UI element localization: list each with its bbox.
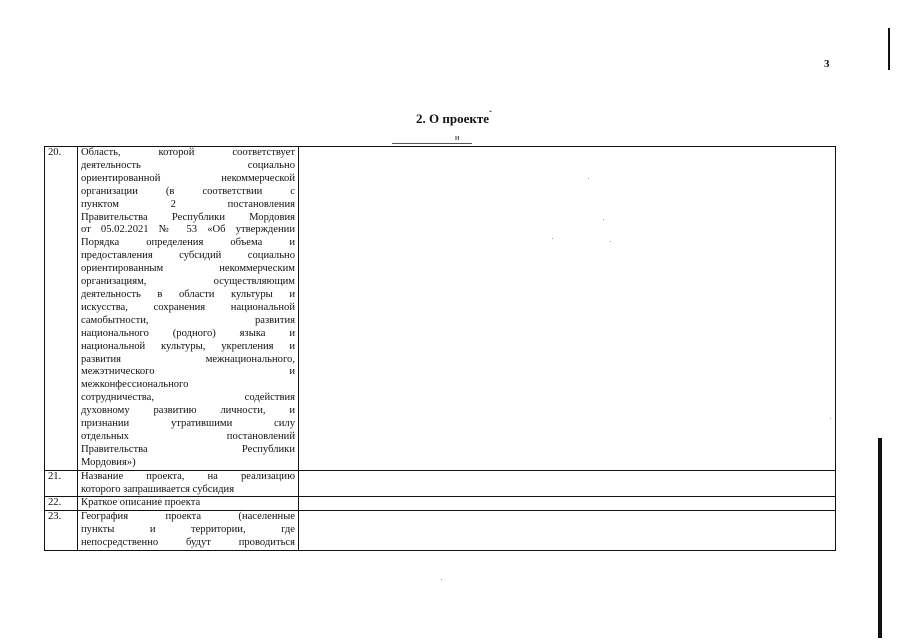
label-line: непосредственно будут проводиться <box>81 537 295 549</box>
scan-edge-mark-bottom <box>878 438 882 638</box>
row-value-field[interactable] <box>299 497 836 511</box>
scan-tick-mark: ˇ <box>489 109 492 119</box>
label-line: организациям, осуществляющим <box>81 276 295 288</box>
section-title: 2. О проекте <box>416 111 489 126</box>
label-line: деятельность социально <box>81 159 295 171</box>
scan-speck <box>552 238 553 239</box>
label-line: Порядка определения объема и <box>81 237 295 249</box>
label-line: признании утратившими силу <box>81 418 295 430</box>
label-line: организации (в соответствии с <box>81 185 295 197</box>
label-line: национальной культуры, укрепления и <box>81 340 295 352</box>
label-line: Краткое описание проекта <box>81 497 201 509</box>
table-row <box>45 497 836 511</box>
scan-speck <box>441 579 442 580</box>
row-label <box>78 147 299 471</box>
row-number: 21. <box>45 470 78 497</box>
table-row <box>45 147 836 471</box>
table-row <box>45 470 836 497</box>
label-line: Мордовия») <box>81 456 136 468</box>
row-value-field[interactable] <box>299 511 836 551</box>
project-form-table <box>44 146 836 551</box>
label-line: Правительства Республики Мордовия <box>81 211 295 223</box>
scan-speck <box>603 219 604 220</box>
label-line: развития межнационального, <box>81 353 295 365</box>
row-label <box>78 470 299 497</box>
row-label <box>78 511 299 551</box>
label-line: Область, которой соответствует <box>81 147 295 158</box>
label-line: искусства, сохранения национальной <box>81 301 295 313</box>
page-number: 3 <box>824 58 830 70</box>
row-number: 22. <box>45 497 78 511</box>
scan-line <box>392 143 472 144</box>
label-line: пункты и территории, где <box>81 524 295 536</box>
row-value-field[interactable] <box>299 147 836 471</box>
row-number: 20. <box>45 147 78 471</box>
label-line: которого запрашивается субсидия <box>81 483 235 495</box>
label-line: отдельных постановлений <box>81 430 295 442</box>
label-line: Правительства Республики <box>81 443 295 455</box>
row-number: 23. <box>45 511 78 551</box>
label-line: ориентированным некоммерческим <box>81 263 295 275</box>
label-line: межконфессионального <box>81 379 189 391</box>
label-line: География проекта (населенные <box>81 511 295 523</box>
scan-speck <box>588 178 589 179</box>
label-line: Название проекта, на реализацию <box>81 470 295 482</box>
label-line: духовному развитию личности, и <box>81 405 295 417</box>
label-line: от 05.02.2021 № 53 «Об утверждении <box>81 224 295 236</box>
label-line: предоставления субсидий социально <box>81 250 295 262</box>
scan-speck <box>610 241 611 242</box>
label-line: деятельность в области культуры и <box>81 288 295 300</box>
label-line: межэтнического и <box>81 366 295 378</box>
label-line: ориентированной некоммерческой <box>81 172 295 184</box>
label-line: национального (родного) языка и <box>81 327 295 339</box>
table-row <box>45 511 836 551</box>
scan-underline-mark: и <box>455 133 460 142</box>
label-line: пунктом 2 постановления <box>81 198 295 210</box>
row-label <box>78 497 299 511</box>
label-line: самобытности, развития <box>81 314 295 326</box>
scan-speck <box>830 418 831 419</box>
row-value-field[interactable] <box>299 470 836 497</box>
scan-edge-mark-top <box>888 28 890 70</box>
label-line: сотрудничества, содействия <box>81 392 295 404</box>
